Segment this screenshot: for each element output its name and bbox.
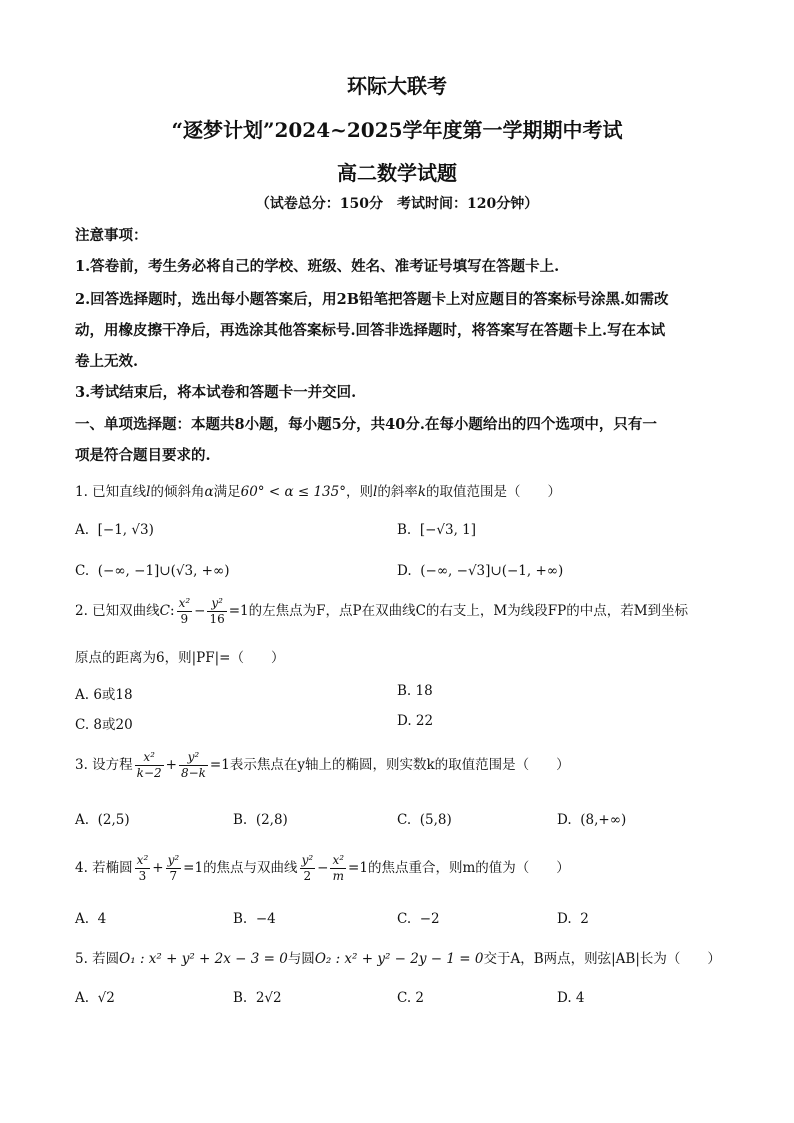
question-4: 4. 若椭圆 $\frac{\text{x²}}{3}$ + $\frac{\text{y²}}{7}$ =1的焦点与双曲线 $\frac{\text{y²}}{2}$ − $\frac{\text{x²}}{m}$ =1的焦点重合，则m的值为（ ）: [75, 853, 570, 883]
question-2-line-2: 原点的距离为6，则|PF|=（ ）: [75, 650, 285, 666]
section-1-line-1: 一、单项选择题：本题共8小题，每小题5分，共40分.在每小题给出的四个选项中，只有一: [75, 416, 657, 433]
section-1-line-2: 项是符合题目要求的.: [75, 447, 211, 464]
option-label: D.: [557, 911, 572, 927]
q1-text: 的取值范围是（ ）: [426, 484, 561, 500]
q5-option-b: [233, 990, 282, 1006]
q4-option-c: [397, 911, 440, 927]
q5-circle-1-equation: O₁ : x² + y² + 2x − 3 = 0: [119, 951, 288, 967]
q3-text: 表示焦点在y轴上的椭圆，则实数k的取值范围是（ ）: [229, 757, 570, 773]
q3-fraction-2: [179, 750, 208, 781]
option-value: (2,8): [255, 812, 288, 828]
q1-var-k: k: [417, 484, 426, 500]
frac-num: y²: [301, 853, 314, 867]
note-1: 1.答卷前，考生务必将自己的学校、班级、姓名、准考证号填写在答题卡上.: [75, 258, 560, 275]
q4-fraction-1: [135, 853, 151, 884]
option-label: B.: [233, 911, 248, 927]
note-2-line-2: 动，用橡皮擦干净后，再选涂其他答案标号.回答非选择题时，将答案写在答题卡上.写在本试: [75, 322, 666, 339]
q4-fraction-3: [300, 853, 316, 884]
frac-den: 7: [169, 869, 178, 883]
option-label: B.: [233, 990, 248, 1006]
frac-num: x²: [136, 853, 149, 867]
option-label: B.: [233, 812, 248, 828]
option-label: C.: [397, 812, 412, 828]
q1-var-l: l: [372, 484, 378, 500]
frac-num: x²: [332, 853, 345, 867]
q1-text: 的斜率: [377, 484, 418, 500]
q3-option-a: [75, 812, 130, 828]
q5-text: 与圆: [287, 951, 315, 967]
q1-option-d: [397, 563, 563, 579]
option-label: D.: [397, 563, 412, 579]
question-3: 3. 设方程 $\frac{\text{x²}}{k-2}$ + $\frac{\text{y²}}{8-k}$ =1表示焦点在y轴上的椭圆，则实数k的取值范围是（ ）: [75, 750, 570, 780]
q4-text: 的焦点与双曲线: [203, 860, 298, 876]
q2-fraction-2: [207, 596, 226, 627]
option-value: 2√2: [255, 990, 282, 1006]
q4-option-b: [233, 911, 276, 927]
frac-den: k−2: [136, 766, 162, 780]
q2-text: 的左焦点为F，点P在双曲线C的右支上，M为线段FP的中点，若M到坐标: [248, 603, 689, 619]
option-value: 4: [97, 911, 107, 927]
exam-title: “逐梦计划”2024~2025学年度第一学期期中考试: [171, 118, 623, 142]
option-label: A.: [75, 812, 90, 828]
q1-condition: 60° < α ≤ 135°: [240, 484, 346, 500]
q1-alpha: α: [204, 484, 214, 500]
frac-num: y²: [207, 596, 226, 612]
q1-text: ，则: [345, 484, 373, 500]
q1-var-l: l: [146, 484, 151, 500]
option-label: D.: [557, 812, 572, 828]
q4-text: 的焦点重合，则m的值为（ ）: [367, 860, 570, 876]
q4-option-d: [557, 911, 589, 927]
q1-option-b: [397, 522, 476, 538]
note-2-line-3: 卷上无效.: [75, 353, 139, 370]
q3-option-c: [397, 812, 452, 828]
option-value: 2: [580, 911, 589, 927]
question-1: [75, 480, 561, 500]
q1-option-a: [75, 522, 154, 538]
q4-text: 4. 若椭圆: [75, 860, 133, 876]
frac-den: m: [332, 869, 344, 883]
subject-title: 高二数学试题: [337, 161, 457, 185]
q1-option-c: [75, 563, 230, 579]
q1-text: 的倾斜角: [150, 484, 205, 500]
q4-option-a: [75, 911, 106, 927]
question-2: 2. 已知双曲线C: $\frac{\text{x²}}{9}$ − $\frac{\text{y²}}{16}$ =1的左焦点为F，点P在双曲线C的右支上，M为线段FP的中点，若M到坐标: [75, 596, 689, 626]
q2-curve: C: [159, 603, 171, 619]
frac-num: y²: [179, 750, 208, 766]
option-value: [−√3, 1]: [419, 522, 477, 538]
q5-option-c: C. 2: [397, 990, 425, 1006]
q1-text: 满足: [213, 484, 241, 500]
q5-option-a: [75, 990, 115, 1006]
frac-num: x²: [178, 596, 191, 610]
note-2-line-1: 2.回答选择题时，选出每小题答案后，用2B铅笔把答题卡上对应题目的答案标号涂黑.如需改: [75, 291, 669, 308]
option-value: (8,+∞): [580, 812, 627, 828]
q2-option-a: A. 6或18: [75, 687, 133, 703]
option-value: (−∞, −1]∪(√3, +∞): [97, 563, 230, 579]
frac-den: 8−k: [180, 766, 206, 780]
option-label: A.: [75, 911, 90, 927]
option-label: A.: [75, 990, 90, 1006]
q3-option-b: [233, 812, 288, 828]
q5-circle-2-equation: O₂ : x² + y² − 2y − 1 = 0: [314, 951, 484, 967]
note-3: 3.考试结束后，将本试卷和答题卡一并交回.: [75, 384, 357, 401]
q4-fraction-4: [330, 853, 346, 884]
q5-text: 交于A，B两点，则弦|AB|长为（ ）: [483, 951, 721, 967]
exam-info: （试卷总分：150分 考试时间：120分钟）: [255, 196, 539, 212]
option-value: (−∞, −√3]∪(−1, +∞): [420, 563, 564, 579]
q5-option-d: D. 4: [557, 990, 585, 1006]
q2-text: 2. 已知双曲线: [75, 603, 160, 619]
q3-option-d: [557, 812, 626, 828]
frac-den: 3: [138, 869, 147, 883]
frac-den: 2: [303, 869, 312, 883]
frac-num: x²: [135, 750, 164, 766]
option-value: √2: [97, 990, 115, 1006]
q2-colon: :: [170, 603, 175, 619]
option-value: −4: [255, 911, 276, 927]
q5-text: 5. 若圆: [75, 951, 120, 967]
option-label: A.: [75, 522, 90, 538]
q2-option-b: B. 18: [397, 683, 433, 699]
frac-den: 16: [209, 612, 225, 626]
option-label: C.: [75, 563, 90, 579]
org-title: 环际大联考: [347, 74, 447, 98]
option-label: C.: [397, 911, 412, 927]
option-value: (2,5): [97, 812, 130, 828]
option-value: −2: [419, 911, 440, 927]
q1-text: 1. 已知直线: [75, 484, 147, 500]
frac-den: 9: [180, 612, 189, 626]
question-5: [75, 947, 721, 967]
q3-text: 3. 设方程: [75, 757, 133, 773]
notes-title: 注意事项：: [75, 227, 148, 244]
option-value: [−1, √3): [97, 522, 154, 538]
q2-option-c: C. 8或20: [75, 717, 133, 733]
q2-fraction-1: [177, 596, 193, 627]
option-value: (5,8): [419, 812, 452, 828]
q4-fraction-2: [166, 853, 182, 884]
q3-fraction-1: [135, 750, 164, 781]
q2-option-d: D. 22: [397, 713, 434, 729]
frac-num: y²: [167, 853, 180, 867]
option-label: B.: [397, 522, 412, 538]
